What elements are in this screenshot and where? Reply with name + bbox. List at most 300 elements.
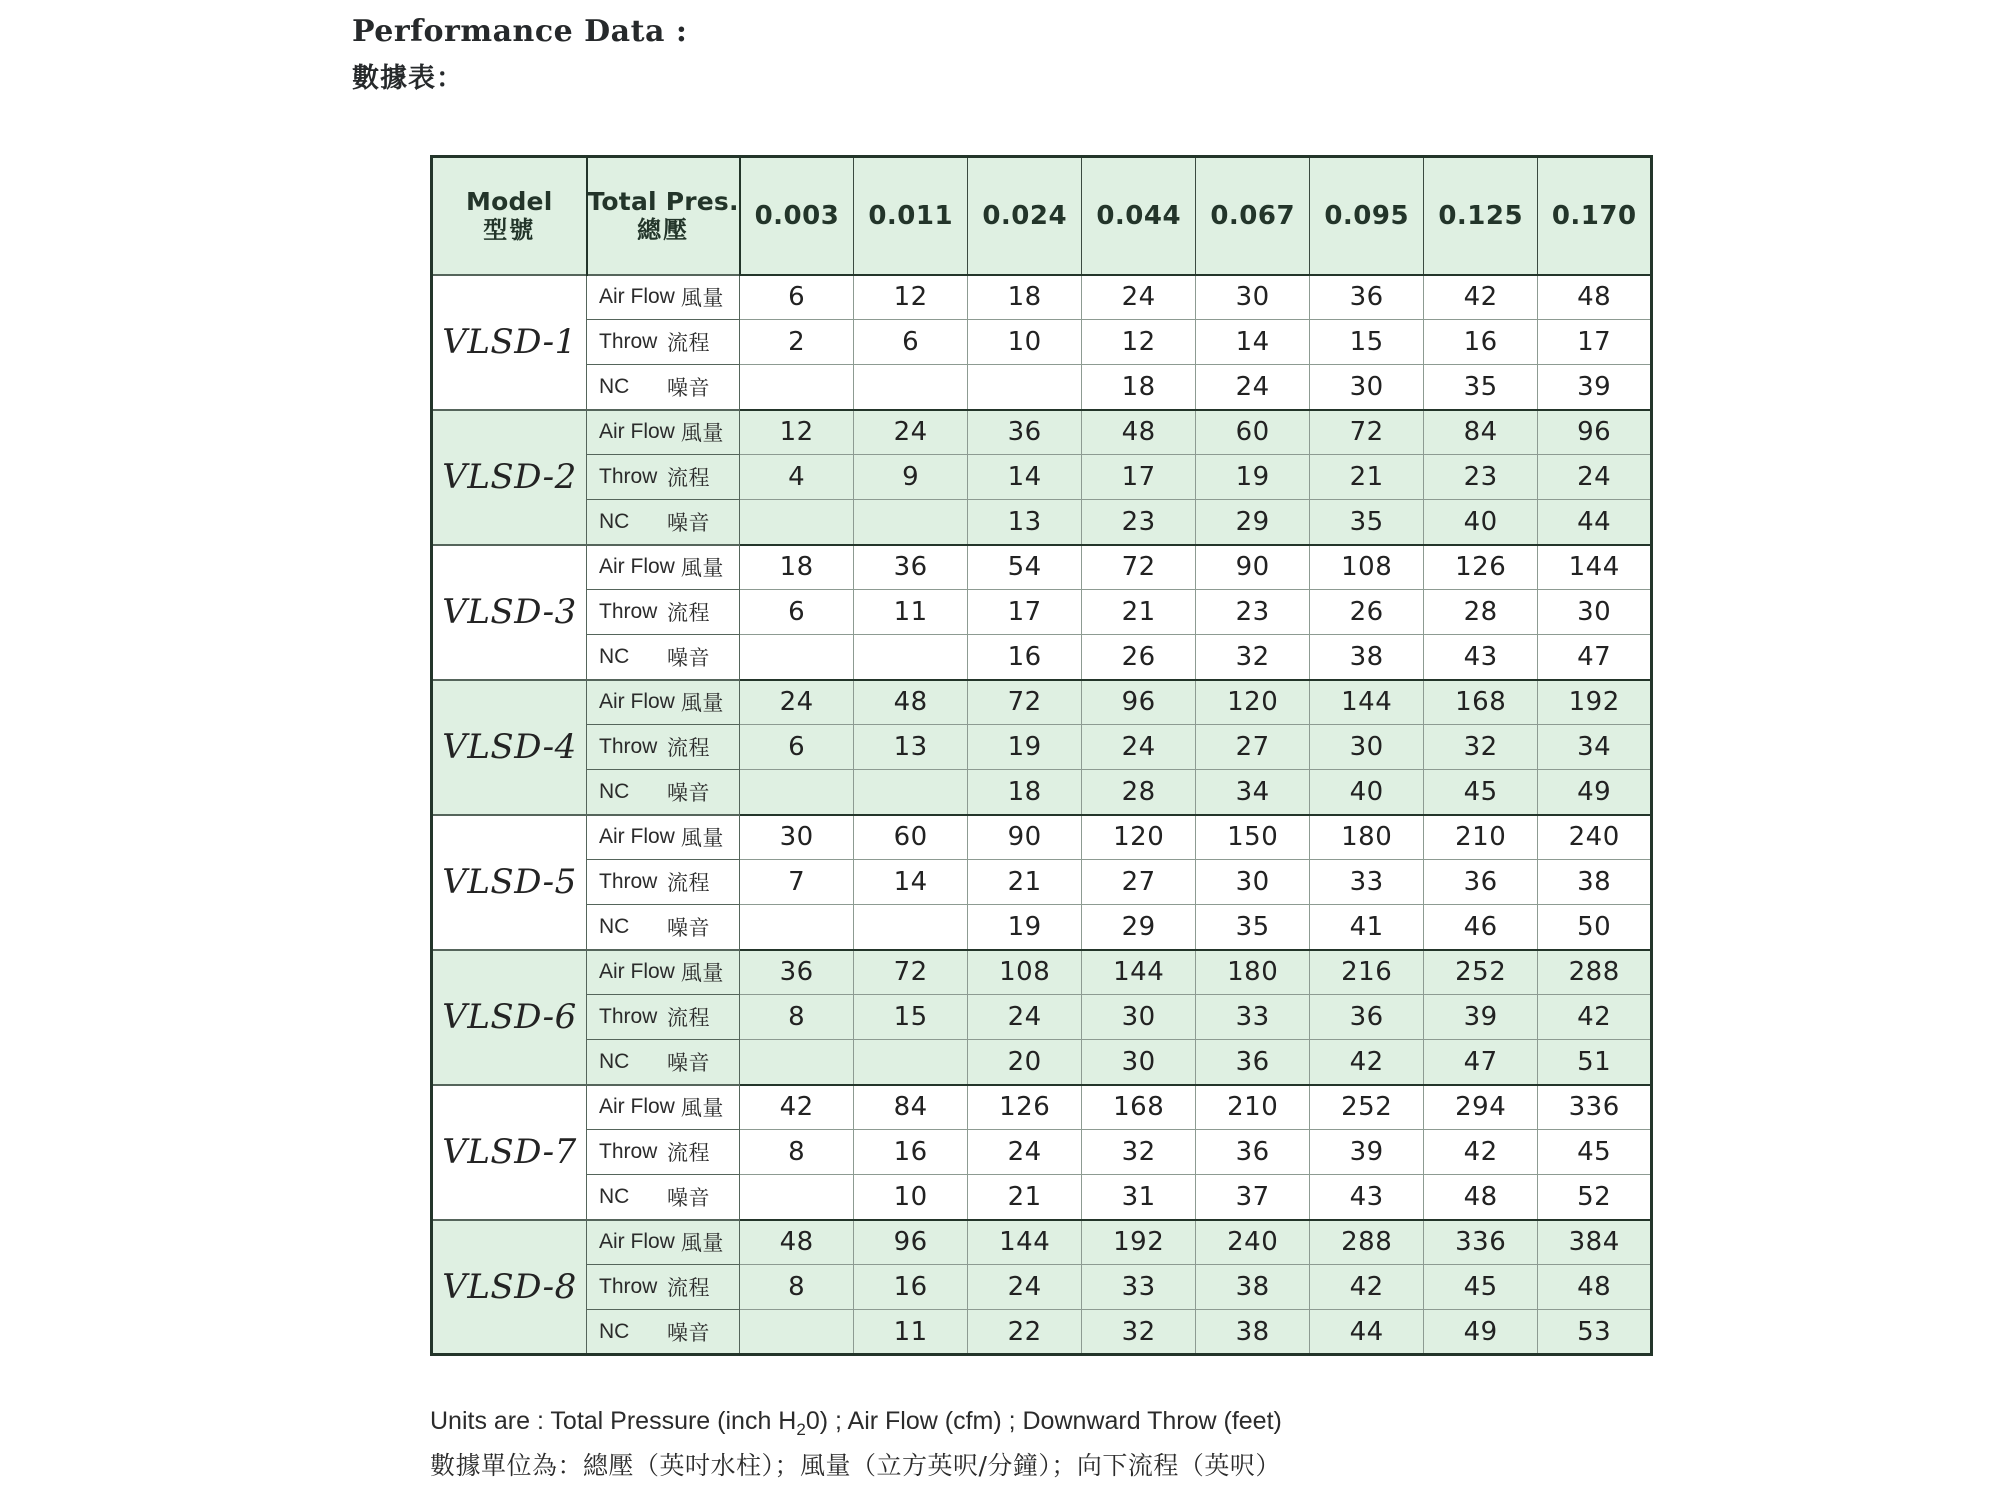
data-cell: 192	[1082, 1220, 1196, 1265]
data-cell: 60	[854, 815, 968, 860]
table-row	[432, 1085, 1652, 1130]
metric-label-en: Air Flow	[599, 1095, 675, 1119]
data-cell: 12	[854, 275, 968, 320]
data-cell: 252	[1310, 1085, 1424, 1130]
model-name-cell: VLSD-2	[432, 410, 587, 545]
data-cell: 27	[1196, 725, 1310, 770]
data-cell: 22	[968, 1310, 1082, 1355]
data-cell: 108	[1310, 545, 1424, 590]
metric-label-cell	[587, 500, 740, 545]
data-cell: 19	[1196, 455, 1310, 500]
metric-label-cell	[587, 1040, 740, 1085]
data-cell: 24	[1082, 725, 1196, 770]
table-row	[432, 1265, 1652, 1310]
units-note-en-prefix: Units are : Total Pressure (inch H	[430, 1407, 797, 1435]
data-cell: 21	[968, 860, 1082, 905]
data-cell: 12	[1082, 320, 1196, 365]
data-cell: 42	[1310, 1040, 1424, 1085]
metric-label-cell	[587, 1175, 740, 1220]
data-cell: 42	[1424, 275, 1538, 320]
header-model-label-en: Model	[466, 186, 553, 216]
data-cell: 24	[740, 680, 854, 725]
data-cell: 33	[1082, 1265, 1196, 1310]
metric-label-zh: 噪音	[667, 645, 710, 670]
data-cell: 35	[1196, 905, 1310, 950]
data-cell: 47	[1538, 635, 1652, 680]
data-cell: 17	[1082, 455, 1196, 500]
data-cell: 210	[1424, 815, 1538, 860]
metric-label-zh: 風量	[680, 826, 724, 851]
data-cell: 144	[1082, 950, 1196, 995]
data-cell: 168	[1082, 1085, 1196, 1130]
data-cell: 14	[854, 860, 968, 905]
metric-label-en: NC	[599, 509, 630, 533]
model-name-cell: VLSD-6	[432, 950, 587, 1085]
metric-label-en: Air Flow	[599, 825, 675, 849]
table-row	[432, 770, 1652, 815]
data-cell: 336	[1424, 1220, 1538, 1265]
data-cell: 24	[968, 1130, 1082, 1175]
data-cell: 30	[740, 815, 854, 860]
data-cell: 19	[968, 905, 1082, 950]
units-note-en-suffix: 0) ; Air Flow (cfm) ; Downward Throw (feet)	[805, 1407, 1282, 1435]
metric-label-en: NC	[599, 1319, 630, 1343]
data-cell: 84	[1424, 410, 1538, 455]
data-cell: 4	[740, 455, 854, 500]
data-cell: 210	[1196, 1085, 1310, 1130]
metric-label-en: Throw	[599, 735, 658, 758]
metric-label-cell	[587, 1265, 740, 1310]
data-cell: 120	[1196, 680, 1310, 725]
metric-label-cell	[587, 1310, 740, 1355]
table-row	[432, 455, 1652, 500]
metric-label-zh: 流程	[667, 466, 710, 490]
metric-label-cell	[587, 275, 740, 320]
table-row	[432, 860, 1652, 905]
metric-label-cell	[587, 410, 740, 455]
data-cell: 6	[740, 725, 854, 770]
data-cell: 21	[1310, 455, 1424, 500]
header-pressure-value: 0.125	[1438, 200, 1524, 231]
data-cell: 96	[1538, 410, 1652, 455]
data-cell: 23	[1082, 500, 1196, 545]
data-cell: 10	[854, 1175, 968, 1220]
data-cell: 26	[1082, 635, 1196, 680]
metric-label-cell	[587, 590, 740, 635]
data-cell: 8	[740, 995, 854, 1040]
metric-label-cell	[587, 815, 740, 860]
header-pressure-value: 0.067	[1210, 200, 1296, 231]
table-row	[432, 1310, 1652, 1355]
data-cell: 48	[1538, 1265, 1652, 1310]
data-cell: 216	[1310, 950, 1424, 995]
data-cell: 35	[1310, 500, 1424, 545]
metric-label-cell	[587, 545, 740, 590]
metric-label-en: Throw	[599, 1140, 658, 1163]
metric-label-en: Throw	[599, 600, 658, 623]
data-cell: 15	[1310, 320, 1424, 365]
data-cell: 44	[1538, 500, 1652, 545]
data-cell: 49	[1424, 1310, 1538, 1355]
data-cell: 6	[740, 275, 854, 320]
data-cell: 294	[1424, 1085, 1538, 1130]
data-cell: 168	[1424, 680, 1538, 725]
metric-label-cell	[587, 995, 740, 1040]
metric-label-en: Throw	[599, 465, 658, 488]
data-cell: 96	[1082, 680, 1196, 725]
data-cell: 72	[854, 950, 968, 995]
header-pressure-2	[854, 157, 968, 275]
metric-label-zh: 流程	[667, 1141, 710, 1165]
table-row	[432, 410, 1652, 455]
metric-label-en: Throw	[599, 870, 658, 893]
data-cell: 44	[1310, 1310, 1424, 1355]
header-model-cell	[432, 157, 587, 275]
metric-label-en: NC	[599, 779, 630, 803]
metric-label-zh: 流程	[667, 1276, 710, 1300]
data-cell: 40	[1310, 770, 1424, 815]
data-cell	[740, 500, 854, 545]
header-pressure-6	[1310, 157, 1424, 275]
metric-label-zh: 噪音	[667, 1050, 710, 1075]
metric-label-zh: 風量	[680, 421, 724, 446]
data-cell	[740, 1310, 854, 1355]
table-row	[432, 1175, 1652, 1220]
data-cell: 8	[740, 1265, 854, 1310]
metric-label-en: NC	[599, 1184, 630, 1208]
data-cell: 288	[1310, 1220, 1424, 1265]
metric-label-en: Throw	[599, 1005, 658, 1028]
data-cell: 23	[1424, 455, 1538, 500]
data-cell: 16	[854, 1130, 968, 1175]
data-cell: 45	[1424, 1265, 1538, 1310]
data-cell: 30	[1310, 725, 1424, 770]
data-cell: 21	[1082, 590, 1196, 635]
metric-label-zh: 流程	[667, 331, 710, 355]
table-row	[432, 725, 1652, 770]
table-row	[432, 590, 1652, 635]
data-cell: 50	[1538, 905, 1652, 950]
page-heading	[352, 12, 687, 100]
data-cell: 32	[1082, 1310, 1196, 1355]
page-title-en: Performance Data :	[352, 14, 688, 49]
data-cell	[854, 905, 968, 950]
data-cell: 16	[1424, 320, 1538, 365]
data-cell: 49	[1538, 770, 1652, 815]
data-cell: 24	[1538, 455, 1652, 500]
header-pressure-5	[1196, 157, 1310, 275]
data-cell: 144	[1538, 545, 1652, 590]
data-cell: 47	[1424, 1040, 1538, 1085]
model-name-cell: VLSD-1	[432, 275, 587, 410]
metric-label-cell	[587, 365, 740, 410]
data-cell: 126	[968, 1085, 1082, 1130]
metric-label-zh: 噪音	[667, 780, 710, 805]
data-cell	[854, 1040, 968, 1085]
data-cell	[854, 365, 968, 410]
data-cell: 384	[1538, 1220, 1652, 1265]
data-cell: 12	[740, 410, 854, 455]
data-cell: 144	[968, 1220, 1082, 1265]
metric-label-zh: 噪音	[667, 375, 710, 400]
data-cell: 6	[854, 320, 968, 365]
metric-label-en: Air Flow	[599, 555, 675, 579]
data-cell: 42	[1424, 1130, 1538, 1175]
metric-label-en: NC	[599, 644, 630, 668]
data-cell: 30	[1310, 365, 1424, 410]
data-cell: 18	[740, 545, 854, 590]
metric-label-cell	[587, 680, 740, 725]
data-cell: 24	[1082, 275, 1196, 320]
metric-label-cell	[587, 770, 740, 815]
data-cell: 36	[740, 950, 854, 995]
metric-label-zh: 風量	[680, 1096, 724, 1121]
metric-label-zh: 風量	[680, 1231, 724, 1256]
data-cell: 72	[968, 680, 1082, 725]
data-cell: 48	[1424, 1175, 1538, 1220]
data-cell: 28	[1424, 590, 1538, 635]
data-cell: 26	[1310, 590, 1424, 635]
data-cell: 27	[1082, 860, 1196, 905]
data-cell: 252	[1424, 950, 1538, 995]
data-cell: 39	[1538, 365, 1652, 410]
data-cell: 36	[968, 410, 1082, 455]
header-pressure-8	[1538, 157, 1652, 275]
data-cell: 240	[1538, 815, 1652, 860]
page-title-zh: 數據表：	[352, 63, 464, 94]
data-cell: 16	[854, 1265, 968, 1310]
data-cell: 28	[1082, 770, 1196, 815]
units-note-en-sub: 2	[796, 1420, 806, 1439]
header-total-pressure-label-en: Total Pres.	[587, 186, 739, 216]
table-row	[432, 1040, 1652, 1085]
data-cell: 53	[1538, 1310, 1652, 1355]
data-cell: 30	[1082, 1040, 1196, 1085]
data-cell: 48	[740, 1220, 854, 1265]
data-cell: 33	[1196, 995, 1310, 1040]
data-cell: 84	[854, 1085, 968, 1130]
data-cell: 336	[1538, 1085, 1652, 1130]
metric-label-cell	[587, 1220, 740, 1265]
metric-label-cell	[587, 1085, 740, 1130]
data-cell: 11	[854, 590, 968, 635]
header-pressure-3	[968, 157, 1082, 275]
table-row	[432, 1220, 1652, 1265]
data-cell: 39	[1424, 995, 1538, 1040]
metric-label-en: Air Flow	[599, 1230, 675, 1254]
data-cell: 240	[1196, 1220, 1310, 1265]
data-cell: 90	[968, 815, 1082, 860]
data-cell: 18	[968, 770, 1082, 815]
data-cell	[854, 500, 968, 545]
data-cell: 37	[1196, 1175, 1310, 1220]
data-cell: 6	[740, 590, 854, 635]
data-cell: 35	[1424, 365, 1538, 410]
data-cell: 51	[1538, 1040, 1652, 1085]
data-cell: 36	[1424, 860, 1538, 905]
metric-label-en: Air Flow	[599, 960, 675, 984]
metric-label-zh: 噪音	[667, 1320, 710, 1345]
data-cell: 18	[968, 275, 1082, 320]
data-cell: 40	[1424, 500, 1538, 545]
metric-label-cell	[587, 725, 740, 770]
data-cell: 48	[1538, 275, 1652, 320]
data-cell	[740, 1040, 854, 1085]
data-cell: 24	[1196, 365, 1310, 410]
data-cell: 120	[1082, 815, 1196, 860]
model-name-cell: VLSD-7	[432, 1085, 587, 1220]
data-cell: 7	[740, 860, 854, 905]
table-row	[432, 815, 1652, 860]
data-cell: 30	[1196, 860, 1310, 905]
header-pressure-value: 0.044	[1096, 200, 1182, 231]
data-cell: 42	[740, 1085, 854, 1130]
data-cell: 13	[968, 500, 1082, 545]
data-cell: 41	[1310, 905, 1424, 950]
data-cell: 30	[1196, 275, 1310, 320]
data-cell: 36	[854, 545, 968, 590]
data-cell: 126	[1424, 545, 1538, 590]
units-note-zh: 數據單位為：總壓（英吋水柱）；風量（立方英呎/分鐘）；向下流程（英呎）	[430, 1450, 1281, 1480]
data-cell: 24	[968, 995, 1082, 1040]
data-cell: 17	[1538, 320, 1652, 365]
table-header-row	[432, 157, 1652, 275]
header-pressure-value: 0.011	[868, 200, 954, 231]
metric-label-zh: 噪音	[667, 510, 710, 535]
metric-label-cell	[587, 455, 740, 500]
data-cell: 36	[1196, 1130, 1310, 1175]
data-cell: 288	[1538, 950, 1652, 995]
table-row	[432, 905, 1652, 950]
data-cell: 38	[1310, 635, 1424, 680]
data-cell: 18	[1082, 365, 1196, 410]
data-cell: 11	[854, 1310, 968, 1355]
table-row	[432, 635, 1652, 680]
data-cell: 43	[1424, 635, 1538, 680]
data-cell: 19	[968, 725, 1082, 770]
data-cell	[740, 635, 854, 680]
data-cell: 31	[1082, 1175, 1196, 1220]
data-cell: 42	[1310, 1265, 1424, 1310]
data-cell: 30	[1082, 995, 1196, 1040]
data-cell: 32	[1082, 1130, 1196, 1175]
data-cell: 72	[1082, 545, 1196, 590]
data-cell: 17	[968, 590, 1082, 635]
data-cell: 2	[740, 320, 854, 365]
data-cell: 16	[968, 635, 1082, 680]
data-cell: 24	[854, 410, 968, 455]
metric-label-zh: 風量	[680, 961, 724, 986]
data-cell: 23	[1196, 590, 1310, 635]
data-cell: 144	[1310, 680, 1424, 725]
units-note-en	[430, 1405, 1282, 1442]
metric-label-cell	[587, 860, 740, 905]
performance-table-container	[430, 155, 1653, 1356]
data-cell: 90	[1196, 545, 1310, 590]
data-cell: 36	[1196, 1040, 1310, 1085]
data-cell	[740, 770, 854, 815]
table-row	[432, 500, 1652, 545]
table-row	[432, 1130, 1652, 1175]
metric-label-en: Throw	[599, 330, 658, 353]
header-pressure-value: 0.170	[1551, 200, 1637, 231]
data-cell	[968, 365, 1082, 410]
data-cell: 192	[1538, 680, 1652, 725]
metric-label-zh: 噪音	[667, 1185, 710, 1210]
metric-label-en: Air Flow	[599, 690, 675, 714]
metric-label-zh: 風量	[680, 286, 724, 311]
metric-label-en: NC	[599, 914, 630, 938]
data-cell: 45	[1424, 770, 1538, 815]
data-cell: 30	[1538, 590, 1652, 635]
metric-label-zh: 流程	[667, 601, 710, 625]
metric-label-zh: 風量	[680, 556, 724, 581]
data-cell: 60	[1196, 410, 1310, 455]
footer-notes	[430, 1405, 1282, 1484]
data-cell: 48	[854, 680, 968, 725]
data-cell: 14	[968, 455, 1082, 500]
data-cell: 150	[1196, 815, 1310, 860]
data-cell: 38	[1196, 1265, 1310, 1310]
performance-table	[430, 155, 1653, 1356]
data-cell: 29	[1196, 500, 1310, 545]
table-row	[432, 680, 1652, 725]
header-pressure-value: 0.095	[1324, 200, 1410, 231]
data-cell: 36	[1310, 275, 1424, 320]
metric-label-en: Air Flow	[599, 285, 675, 309]
metric-label-cell	[587, 905, 740, 950]
metric-label-zh: 流程	[667, 736, 710, 760]
data-cell: 20	[968, 1040, 1082, 1085]
header-total-pressure-label-zh: 總壓	[637, 216, 690, 245]
data-cell: 8	[740, 1130, 854, 1175]
header-pressure-7	[1424, 157, 1538, 275]
header-pressure-4	[1082, 157, 1196, 275]
model-name-cell: VLSD-8	[432, 1220, 587, 1355]
data-cell: 14	[1196, 320, 1310, 365]
metric-label-en: NC	[599, 374, 630, 398]
data-cell	[740, 365, 854, 410]
data-cell: 34	[1196, 770, 1310, 815]
data-cell: 42	[1538, 995, 1652, 1040]
data-cell: 38	[1196, 1310, 1310, 1355]
metric-label-zh: 噪音	[667, 915, 710, 940]
data-cell: 29	[1082, 905, 1196, 950]
data-cell: 24	[968, 1265, 1082, 1310]
model-name-cell: VLSD-5	[432, 815, 587, 950]
data-cell: 32	[1424, 725, 1538, 770]
data-cell: 43	[1310, 1175, 1424, 1220]
data-cell: 9	[854, 455, 968, 500]
metric-label-cell	[587, 320, 740, 365]
metric-label-en: NC	[599, 1049, 630, 1073]
data-cell: 48	[1082, 410, 1196, 455]
metric-label-cell	[587, 950, 740, 995]
data-cell: 33	[1310, 860, 1424, 905]
model-name-cell: VLSD-3	[432, 545, 587, 680]
data-cell: 13	[854, 725, 968, 770]
metric-label-cell	[587, 635, 740, 680]
data-cell	[740, 905, 854, 950]
data-cell: 38	[1538, 860, 1652, 905]
data-cell: 52	[1538, 1175, 1652, 1220]
header-pressure-1	[740, 157, 854, 275]
header-total-pressure-cell	[587, 157, 740, 275]
table-row	[432, 365, 1652, 410]
data-cell: 21	[968, 1175, 1082, 1220]
data-cell	[854, 635, 968, 680]
data-cell	[854, 770, 968, 815]
